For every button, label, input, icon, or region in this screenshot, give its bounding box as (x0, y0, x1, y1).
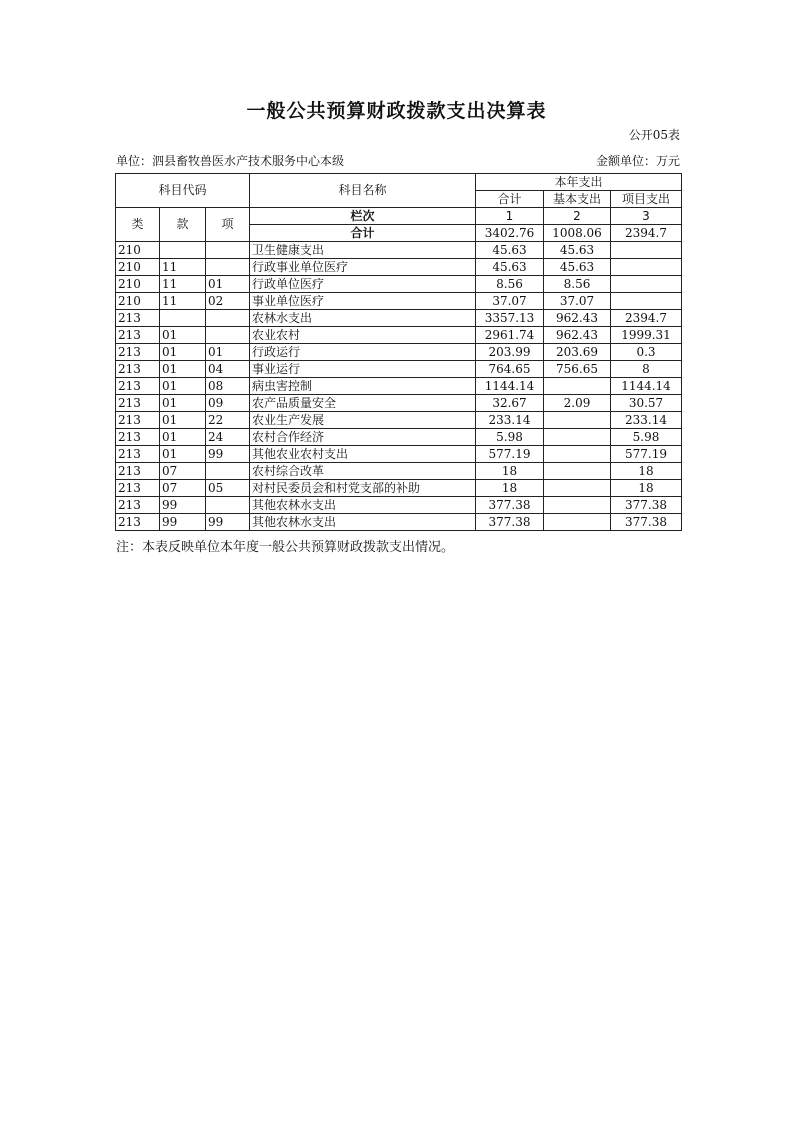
table-row (116, 463, 682, 480)
section-cell: 11 (160, 276, 206, 293)
total-cell: 377.38 (476, 514, 544, 531)
expenditure-table (115, 173, 682, 531)
project-cell: 577.19 (611, 446, 682, 463)
category-cell: 213 (116, 480, 160, 497)
subject-name-cell: 农村综合改革 (250, 463, 476, 480)
section-cell: 01 (160, 412, 206, 429)
category-cell: 213 (116, 327, 160, 344)
category-cell: 210 (116, 293, 160, 310)
subject-name-cell: 农林水支出 (250, 310, 476, 327)
total-cell: 18 (476, 480, 544, 497)
column-index-2: 2 (544, 208, 611, 225)
category-cell: 213 (116, 361, 160, 378)
section-cell: 01 (160, 344, 206, 361)
header-row-1 (116, 174, 682, 191)
item-cell (206, 259, 250, 276)
section-cell: 01 (160, 378, 206, 395)
project-cell (611, 242, 682, 259)
section-cell (160, 242, 206, 259)
category-cell: 213 (116, 378, 160, 395)
table-row (116, 514, 682, 531)
current-year-header: 本年支出 (476, 174, 682, 191)
project-cell: 1144.14 (611, 378, 682, 395)
item-cell: 05 (206, 480, 250, 497)
section-cell: 01 (160, 361, 206, 378)
total-cell: 32.67 (476, 395, 544, 412)
basic-cell: 45.63 (544, 259, 611, 276)
category-cell: 213 (116, 310, 160, 327)
project-cell: 30.57 (611, 395, 682, 412)
project-cell: 0.3 (611, 344, 682, 361)
header-row-3 (116, 208, 682, 225)
table-row (116, 412, 682, 429)
total-cell: 764.65 (476, 361, 544, 378)
table-row (116, 446, 682, 463)
category-cell: 213 (116, 395, 160, 412)
basic-cell (544, 463, 611, 480)
total-cell: 45.63 (476, 259, 544, 276)
category-cell: 213 (116, 497, 160, 514)
item-cell (206, 327, 250, 344)
money-unit-label: 金额单位：万元 (595, 154, 680, 168)
basic-cell (544, 497, 611, 514)
project-sum: 2394.7 (611, 225, 682, 242)
item-cell (206, 310, 250, 327)
section-header: 款 (160, 208, 206, 242)
total-cell: 2961.74 (476, 327, 544, 344)
basic-cell (544, 378, 611, 395)
section-cell: 01 (160, 327, 206, 344)
total-cell: 233.14 (476, 412, 544, 429)
project-cell: 2394.7 (611, 310, 682, 327)
item-cell: 22 (206, 412, 250, 429)
table-row (116, 395, 682, 412)
category-cell: 213 (116, 446, 160, 463)
project-header: 项目支出 (611, 191, 682, 208)
subject-name-cell: 农产品质量安全 (250, 395, 476, 412)
section-cell: 07 (160, 480, 206, 497)
item-cell: 99 (206, 514, 250, 531)
project-cell: 377.38 (611, 514, 682, 531)
basic-cell: 8.56 (544, 276, 611, 293)
total-cell: 5.98 (476, 429, 544, 446)
project-cell: 18 (611, 480, 682, 497)
basic-cell: 45.63 (544, 242, 611, 259)
section-cell: 07 (160, 463, 206, 480)
basic-cell: 756.65 (544, 361, 611, 378)
section-cell: 11 (160, 293, 206, 310)
table-row (116, 480, 682, 497)
basic-cell (544, 514, 611, 531)
subject-name-cell: 卫生健康支出 (250, 242, 476, 259)
subject-name-cell: 其他农林水支出 (250, 497, 476, 514)
item-cell: 24 (206, 429, 250, 446)
basic-sum: 1008.06 (544, 225, 611, 242)
total-sum: 3402.76 (476, 225, 544, 242)
category-cell: 213 (116, 463, 160, 480)
project-cell: 8 (611, 361, 682, 378)
section-cell: 99 (160, 514, 206, 531)
basic-cell: 203.69 (544, 344, 611, 361)
column-index-1: 1 (476, 208, 544, 225)
project-cell: 233.14 (611, 412, 682, 429)
project-cell: 18 (611, 463, 682, 480)
basic-cell: 962.43 (544, 310, 611, 327)
basic-cell: 962.43 (544, 327, 611, 344)
table-row (116, 242, 682, 259)
item-cell: 08 (206, 378, 250, 395)
table-row (116, 310, 682, 327)
subject-name-cell: 农业农村 (250, 327, 476, 344)
subject-name-cell: 病虫害控制 (250, 378, 476, 395)
table-row (116, 327, 682, 344)
project-cell (611, 293, 682, 310)
footnote: 注：本表反映单位本年度一般公共预算财政拨款支出情况。 (116, 540, 455, 555)
basic-cell: 37.07 (544, 293, 611, 310)
subject-name-cell: 行政单位医疗 (250, 276, 476, 293)
project-cell: 377.38 (611, 497, 682, 514)
category-cell: 213 (116, 514, 160, 531)
section-cell (160, 310, 206, 327)
total-row-label: 合计 (250, 225, 476, 242)
total-cell: 577.19 (476, 446, 544, 463)
basic-cell (544, 446, 611, 463)
basic-cell (544, 412, 611, 429)
table-row (116, 259, 682, 276)
project-cell: 5.98 (611, 429, 682, 446)
project-cell: 1999.31 (611, 327, 682, 344)
basic-cell: 2.09 (544, 395, 611, 412)
item-cell (206, 497, 250, 514)
subject-name-cell: 事业运行 (250, 361, 476, 378)
total-cell: 8.56 (476, 276, 544, 293)
category-header: 类 (116, 208, 160, 242)
table-row (116, 429, 682, 446)
section-cell: 01 (160, 446, 206, 463)
category-cell: 213 (116, 344, 160, 361)
column-index-3: 3 (611, 208, 682, 225)
subject-name-cell: 其他农业农村支出 (250, 446, 476, 463)
category-cell: 213 (116, 429, 160, 446)
page-title: 一般公共预算财政拨款支出决算表 (246, 100, 547, 122)
item-cell: 09 (206, 395, 250, 412)
subject-name-cell: 对村民委员会和村党支部的补助 (250, 480, 476, 497)
project-cell (611, 259, 682, 276)
subject-name-cell: 事业单位医疗 (250, 293, 476, 310)
category-cell: 213 (116, 412, 160, 429)
item-cell: 99 (206, 446, 250, 463)
section-cell: 01 (160, 395, 206, 412)
subject-code-header: 科目代码 (116, 174, 250, 208)
form-number: 公开05表 (628, 128, 680, 142)
total-cell: 203.99 (476, 344, 544, 361)
subject-name-cell: 行政事业单位医疗 (250, 259, 476, 276)
item-cell (206, 242, 250, 259)
subject-name-cell: 行政运行 (250, 344, 476, 361)
item-cell (206, 463, 250, 480)
category-cell: 210 (116, 242, 160, 259)
project-cell (611, 276, 682, 293)
category-cell: 210 (116, 276, 160, 293)
table-row (116, 497, 682, 514)
total-cell: 45.63 (476, 242, 544, 259)
total-cell: 1144.14 (476, 378, 544, 395)
section-cell: 99 (160, 497, 206, 514)
table-row (116, 344, 682, 361)
total-cell: 3357.13 (476, 310, 544, 327)
section-cell: 01 (160, 429, 206, 446)
item-cell: 04 (206, 361, 250, 378)
table-row (116, 276, 682, 293)
total-cell: 377.38 (476, 497, 544, 514)
basic-cell (544, 480, 611, 497)
item-cell: 01 (206, 276, 250, 293)
basic-header: 基本支出 (544, 191, 611, 208)
column-index-label: 栏次 (250, 208, 476, 225)
subject-name-cell: 农村合作经济 (250, 429, 476, 446)
basic-cell (544, 429, 611, 446)
total-header: 合计 (476, 191, 544, 208)
item-header: 项 (206, 208, 250, 242)
subject-name-cell: 农业生产发展 (250, 412, 476, 429)
section-cell: 11 (160, 259, 206, 276)
category-cell: 210 (116, 259, 160, 276)
total-cell: 37.07 (476, 293, 544, 310)
table-row (116, 361, 682, 378)
table-row (116, 378, 682, 395)
total-cell: 18 (476, 463, 544, 480)
unit-label: 单位：泗县畜牧兽医水产技术服务中心本级 (116, 154, 345, 168)
table-row (116, 293, 682, 310)
item-cell: 01 (206, 344, 250, 361)
item-cell: 02 (206, 293, 250, 310)
subject-name-header: 科目名称 (250, 174, 476, 208)
subject-name-cell: 其他农林水支出 (250, 514, 476, 531)
